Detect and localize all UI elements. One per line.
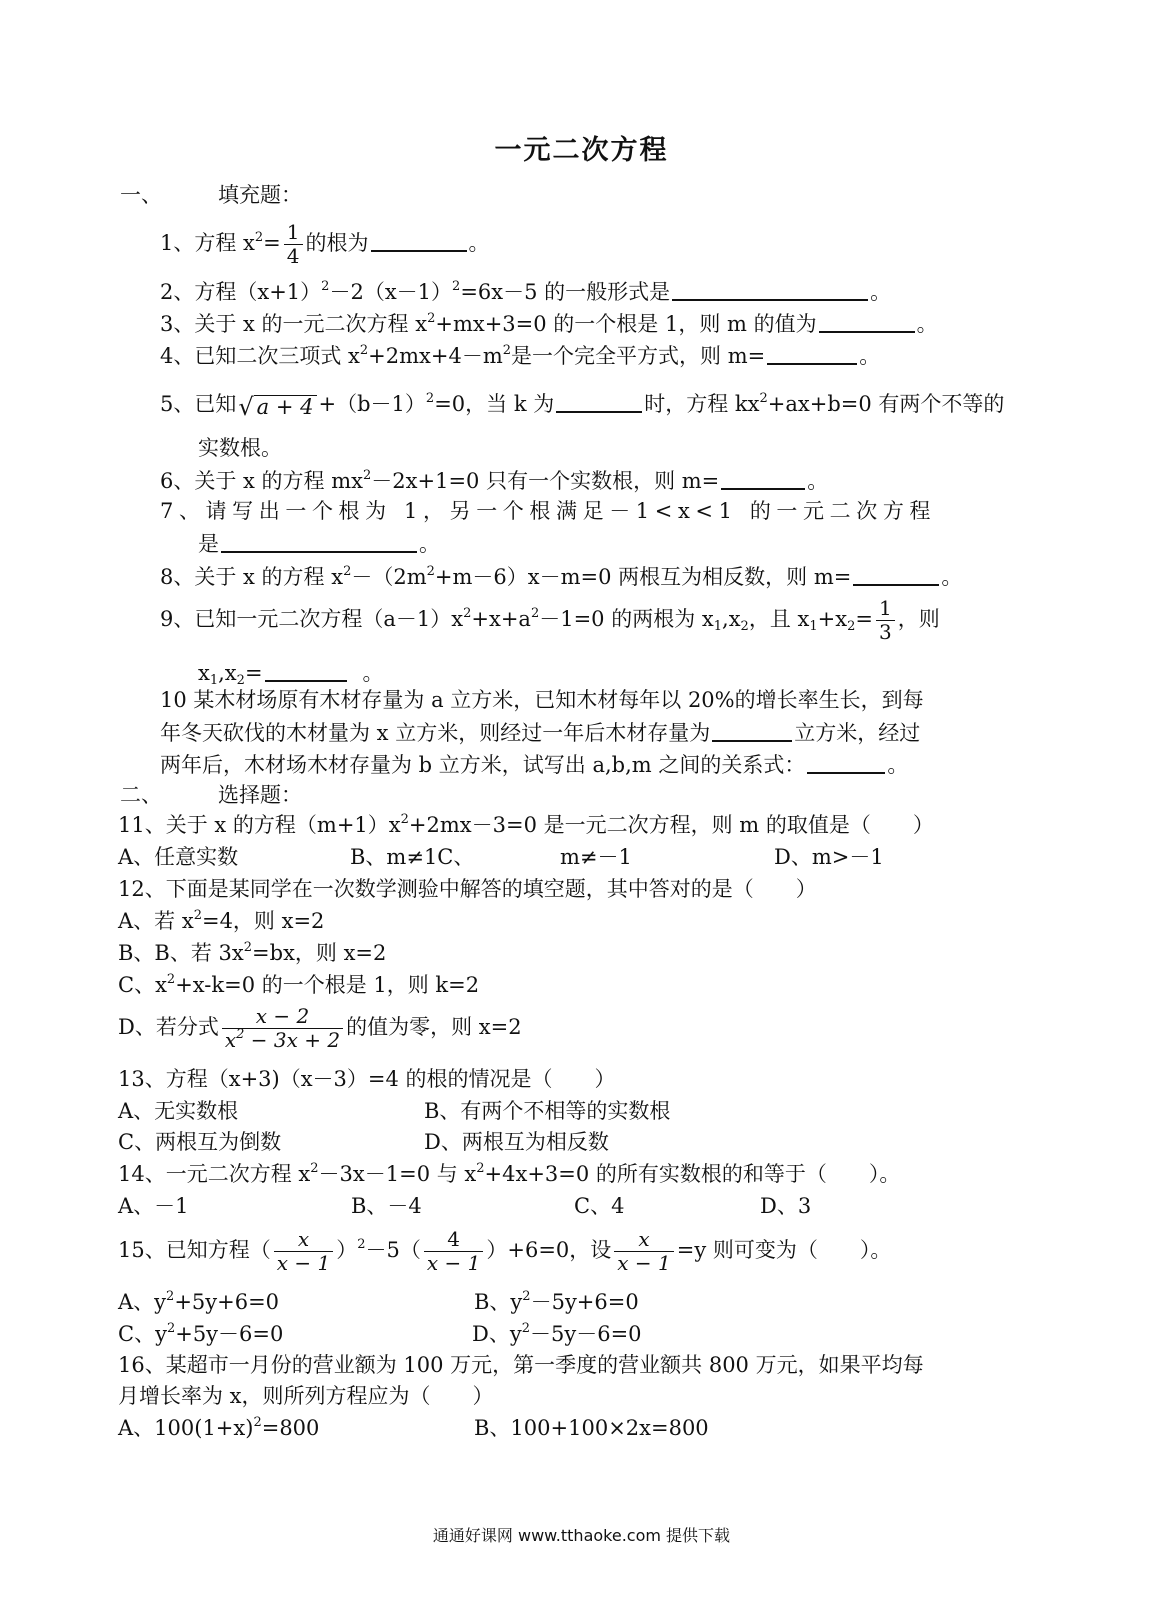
option-b: B、$y^2-5y+6=0$ (474, 1289, 639, 1314)
answer-blank (819, 310, 915, 333)
question-7: 7、请写出一个根为 1，另一个根满足－1<x<1 的一元二次方程 (160, 499, 937, 523)
question-3: 3、关于 x 的一元二次方程 $x^2+mx+3=0$ 的一个根是 1，则 m 的值为 。 (160, 311, 938, 336)
answer-blank (221, 530, 417, 553)
answer-blank (767, 342, 857, 365)
question-11: 11、关于 x 的方程$(m+1)x^2+2mx-3=0$ 是一元二次方程，则 m 的取值是（ ） (118, 812, 934, 837)
option-d: D、两根互为相反数 (424, 1130, 609, 1154)
answer-blank (672, 278, 868, 301)
fraction: $\frac{x - 2}{x^2 - 3x + 2}$ (222, 1006, 343, 1051)
square-root: √ a + 4 (238, 395, 316, 419)
answer-blank (556, 390, 642, 413)
question-1: 1、方程 $x^2=$ $\frac{1}{4}$ 的根为 。 (160, 220, 490, 268)
option-b: B、－4 (351, 1194, 422, 1218)
question-16-line-1: 16、某超市一月份的营业额为 100 万元，第一季度的营业额共 800 万元，如果平均每 (118, 1353, 924, 1377)
question-15: 15、已知方程（ $\frac{x}{x - 1}$ ）$^2$－5（ $\frac{4}{x - 1}$ ）+6=0，设 $\frac{x}{x - 1}$ =y 则可变为（ ）。 (118, 1227, 892, 1275)
question-10-line-3: 两年后，木材场木材存量为 b 立方米，试写出 a,b,m 之间的关系式： 。 (160, 753, 909, 777)
fraction: $\frac{x}{x - 1}$ (274, 1229, 333, 1274)
option-a: A、$100(1+x)^2=800$ (118, 1415, 320, 1440)
option-a: A、－1 (118, 1194, 189, 1218)
answer-blank (371, 229, 467, 252)
answer-blank (712, 719, 792, 742)
option-a: A、若 $x^2=4$，则 x=2 (118, 908, 325, 933)
question-5: 5、已知 √ a + 4 $+(b-1)^2=0$，当 k 为 时，方程 $kx^2+ax+b=0$ 有两个不等的 (160, 391, 1005, 421)
option-b: B、100+100×2x=800 (474, 1416, 709, 1440)
question-13: 13、方程（x+3)（x－3）=4 的根的情况是（ ） (118, 1067, 616, 1091)
option-a: A、$y^2+5y+6=0$ (118, 1289, 280, 1314)
fraction: $\frac{4}{x - 1}$ (424, 1229, 483, 1274)
fraction: $\frac{x}{x - 1}$ (614, 1229, 673, 1274)
question-9: 9、已知一元二次方程$(a-1)x^2+x+a^2-1=0$ 的两根为 $x_1,x_2$，且 $x_1+x_2=$ $\frac{1}{3}$ ，则 (160, 596, 940, 644)
option-c: m≠－1 (560, 845, 632, 869)
option-b: B、m≠1C、 (350, 845, 475, 869)
section-heading-fill: 一、 填充题： (120, 183, 302, 207)
fraction: $\frac{1}{3}$ (876, 598, 895, 643)
option-d: D、3 (760, 1194, 812, 1218)
answer-blank (265, 659, 347, 682)
question-14: 14、一元二次方程 $x^2-3x-1=0$ 与 $x^2+4x+3=0$ 的所有实数根的和等于（ ）。 (118, 1161, 901, 1186)
question-8: 8、关于 x 的方程 $x^2-(2m^2+m-6)x-m=0$ 两根互为相反数，则 m= 。 (160, 564, 963, 589)
question-7-cont: 是 。 (198, 532, 440, 556)
option-a: A、无实数根 (118, 1099, 239, 1123)
question-5-cont: 实数根。 (198, 436, 282, 460)
option-c: C、$x^2+x-k=0$ 的一个根是 1，则 k=2 (118, 972, 480, 997)
section-heading-choice: 二、 选择题： (120, 783, 302, 807)
answer-blank (721, 467, 805, 490)
option-a: A、任意实数 (118, 845, 239, 869)
answer-blank (853, 563, 939, 586)
option-b: B、B、若 $3x^2=bx$，则 x=2 (118, 940, 387, 965)
question-10-line-1: 10 某木材场原有木材存量为 a 立方米，已知木材每年以 20%的增长率生长，到每 (160, 688, 924, 712)
question-6: 6、关于 x 的方程 $mx^2-2x+1=0$ 只有一个实数根，则 m= 。 (160, 468, 829, 493)
option-c: C、$y^2+5y-6=0$ (118, 1321, 284, 1346)
question-2: 2、方程$(x+1)^2-2(x-1)^2=6x-5$ 的一般形式是 。 (160, 279, 892, 304)
option-c: C、4 (574, 1194, 625, 1218)
page-footer: 通通好课网 www.tthaoke.com 提供下载 (432, 1526, 731, 1545)
question-4: 4、已知二次三项式 $x^2+2mx+4-m^2$是一个完全平方式，则 m= 。 (160, 343, 881, 368)
option-d: D、m>－1 (774, 845, 884, 869)
page-title: 一元二次方程 (494, 135, 669, 166)
option-d: D、$y^2-5y-6=0$ (472, 1321, 642, 1346)
question-10-line-2: 年冬天砍伐的木材量为 x 立方米，则经过一年后木材存量为 立方米，经过 (160, 721, 921, 745)
answer-blank (807, 751, 885, 774)
fraction: $\frac{1}{4}$ (284, 222, 303, 267)
question-12: 12、下面是某同学在一次数学测验中解答的填空题，其中答对的是（ ） (118, 877, 817, 901)
question-9-cont: $x_1,x_2=$ 。 (198, 661, 384, 688)
question-16-line-2: 月增长率为 x，则所列方程应为（ ） (118, 1384, 494, 1408)
option-d: D、若分式 $\frac{x - 2}{x^2 - 3x + 2}$ 的值为零，则 x=2 (118, 1004, 522, 1052)
option-c: C、两根互为倒数 (118, 1130, 282, 1154)
option-b: B、有两个不相等的实数根 (424, 1099, 671, 1123)
